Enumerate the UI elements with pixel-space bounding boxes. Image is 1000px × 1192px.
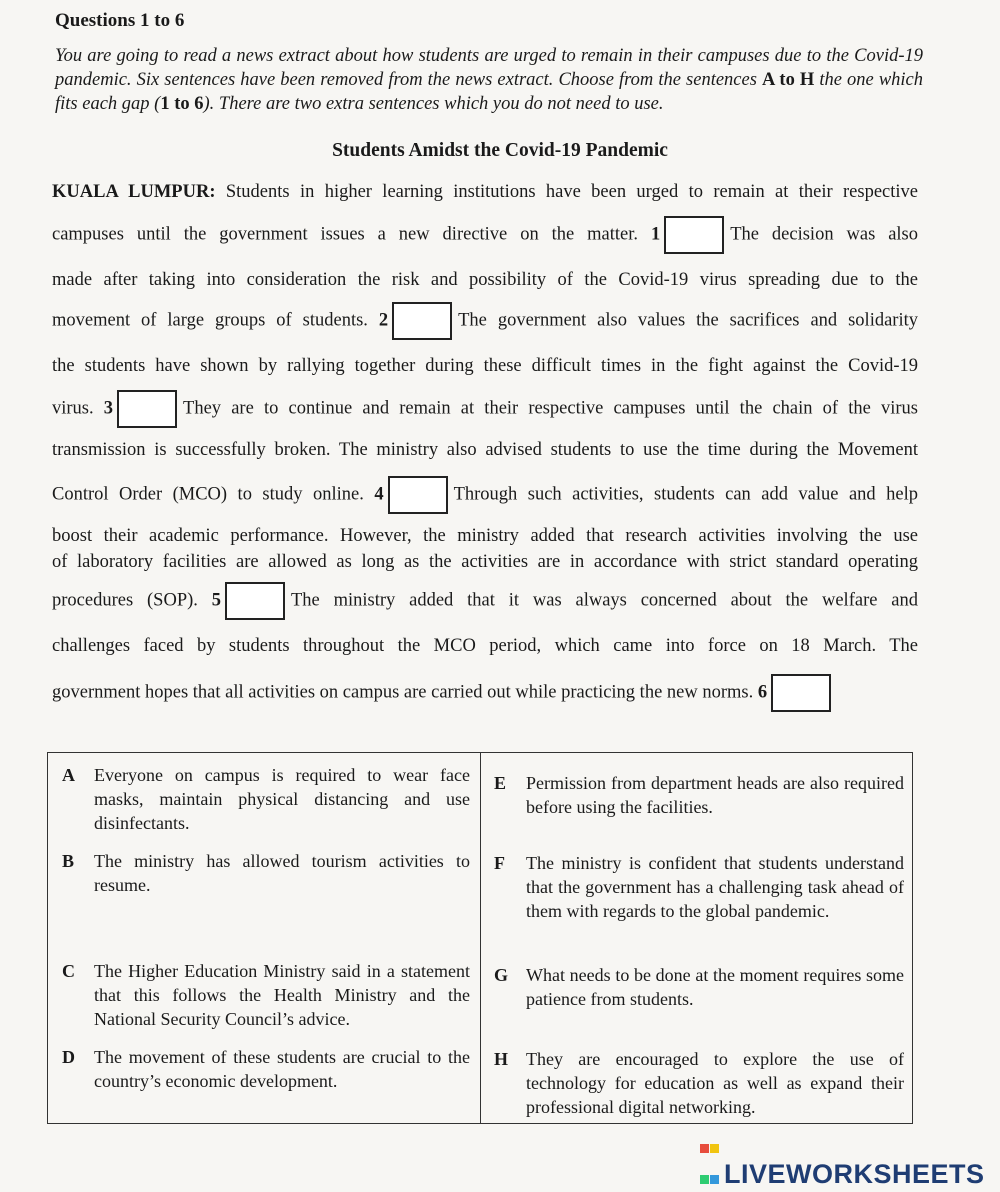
article-text: The ministry added that it was always concerned about the welfare and xyxy=(291,590,919,611)
option-letter: G xyxy=(494,965,509,985)
gap-number: 6 xyxy=(757,682,768,703)
instructions-range-letters: A to H xyxy=(762,70,815,90)
article-line-9 xyxy=(52,526,918,547)
answer-gap-6[interactable] xyxy=(771,674,831,712)
instructions xyxy=(55,44,923,116)
article-line-8 xyxy=(52,476,918,514)
gap-number: 4 xyxy=(374,484,384,505)
article-line-1 xyxy=(52,182,918,203)
article-line-10 xyxy=(52,552,918,573)
article-line-6 xyxy=(52,390,918,428)
gap-number: 1 xyxy=(650,224,661,245)
liveworksheets-logo xyxy=(700,1130,985,1190)
logo-grid-icon xyxy=(700,1130,720,1150)
article-title: Students Amidst the Covid-19 Pandemic xyxy=(332,140,668,161)
article-text: They are to continue and remain at their respective campuses until the chain of the virus xyxy=(183,398,919,419)
instructions-text-2: the one which fits each gap ( xyxy=(55,70,924,114)
article-line-13 xyxy=(52,674,918,712)
answer-gap-3[interactable] xyxy=(117,390,177,428)
gap-number: 5 xyxy=(211,590,221,611)
article-text: virus. xyxy=(52,398,94,419)
gap-number: 3 xyxy=(103,398,114,419)
article-text: movement of large groups of students. xyxy=(52,310,368,331)
answer-gap-2[interactable] xyxy=(392,302,452,340)
article-text: boost their academic performance. However, the ministry added that research activities involving the use xyxy=(52,526,918,546)
option-letter: B xyxy=(62,851,75,871)
option-text: They are encouraged to explore the use of technology for education as well as expand their professional digital networking. xyxy=(526,1049,904,1117)
article-line-3 xyxy=(52,270,918,291)
option-text: What needs to be done at the moment requires some patience from students. xyxy=(526,965,904,1009)
option-letter: E xyxy=(494,773,507,793)
instructions-text-1: You are going to read a news extract about how students are urged to remain in their campuses due to the Covid-19 pandemic. Six sentences have been removed from the news extract. Choose from the sentences xyxy=(55,46,923,90)
option-letter: F xyxy=(494,853,505,873)
article-line-7 xyxy=(52,440,918,461)
option-letter: H xyxy=(494,1049,509,1069)
gap-number: 2 xyxy=(378,310,389,331)
article-text: government hopes that all activities on campus are carried out while practicing the new norms. xyxy=(52,682,754,703)
option-letter: D xyxy=(62,1047,75,1067)
instructions-text-3: ). There are two extra sentences which you do not need to use. xyxy=(203,94,664,114)
option-letter: A xyxy=(62,765,75,785)
article-text: campuses until the government issues a new directive on the matter. xyxy=(52,224,639,245)
table-divider xyxy=(480,753,481,1123)
article-line-4 xyxy=(52,302,918,340)
option-text: Permission from department heads are also required before using the facilities. xyxy=(526,773,904,817)
questions-heading: Questions 1 to 6 xyxy=(55,10,185,31)
article-text: transmission is successfully broken. The ministry also advised students to use the time during the Movement xyxy=(52,440,918,460)
article-line-11 xyxy=(52,582,918,620)
article-text: The decision was also xyxy=(730,224,918,245)
article-text: challenges faced by students throughout the MCO period, which came into force on 18 March. The xyxy=(52,636,918,656)
article-text: procedures (SOP). xyxy=(52,590,198,611)
answer-gap-4[interactable] xyxy=(388,476,448,514)
option-text: The ministry has allowed tourism activities to resume. xyxy=(94,851,470,895)
article-text: the students have shown by rallying together during these difficult times in the fight against the Covid-19 xyxy=(52,356,918,376)
instructions-range-numbers: 1 to 6 xyxy=(160,94,204,114)
article-text: Control Order (MCO) to study online. xyxy=(52,484,364,505)
article-text: of laboratory facilities are allowed as long as the activities are in accordance with strict standard operating xyxy=(52,552,918,572)
article-line-12 xyxy=(52,636,918,657)
answer-gap-5[interactable] xyxy=(225,582,285,620)
article-text: made after taking into consideration the risk and possibility of the Covid-19 virus spreading due to the xyxy=(52,270,918,290)
article-text: Students in higher learning institutions have been urged to remain at their respective xyxy=(225,182,918,202)
article-line-2 xyxy=(52,216,918,254)
sentence-options-table xyxy=(47,752,913,1124)
article-line-5 xyxy=(52,356,918,377)
answer-gap-1[interactable] xyxy=(664,216,724,254)
article-text: The government also values the sacrifices and solidarity xyxy=(458,310,918,331)
option-letter: C xyxy=(62,961,75,981)
article-dateline: KUALA LUMPUR: xyxy=(52,182,216,202)
option-text: The movement of these students are crucial to the country’s economic development. xyxy=(94,1047,470,1091)
option-text: The ministry is confident that students understand that the government has a challenging task ahead of them with regards to the global pandemic. xyxy=(526,853,904,921)
option-text: Everyone on campus is required to wear face masks, maintain physical distancing and use disinfectants. xyxy=(94,765,470,833)
option-text: The Higher Education Ministry said in a statement that this follows the Health Ministry and the National Security Council’s advice. xyxy=(94,961,470,1029)
logo-text: LIVEWORKSHEETS xyxy=(724,1159,985,1189)
article-text: Through such activities, students can add value and help xyxy=(453,484,918,505)
